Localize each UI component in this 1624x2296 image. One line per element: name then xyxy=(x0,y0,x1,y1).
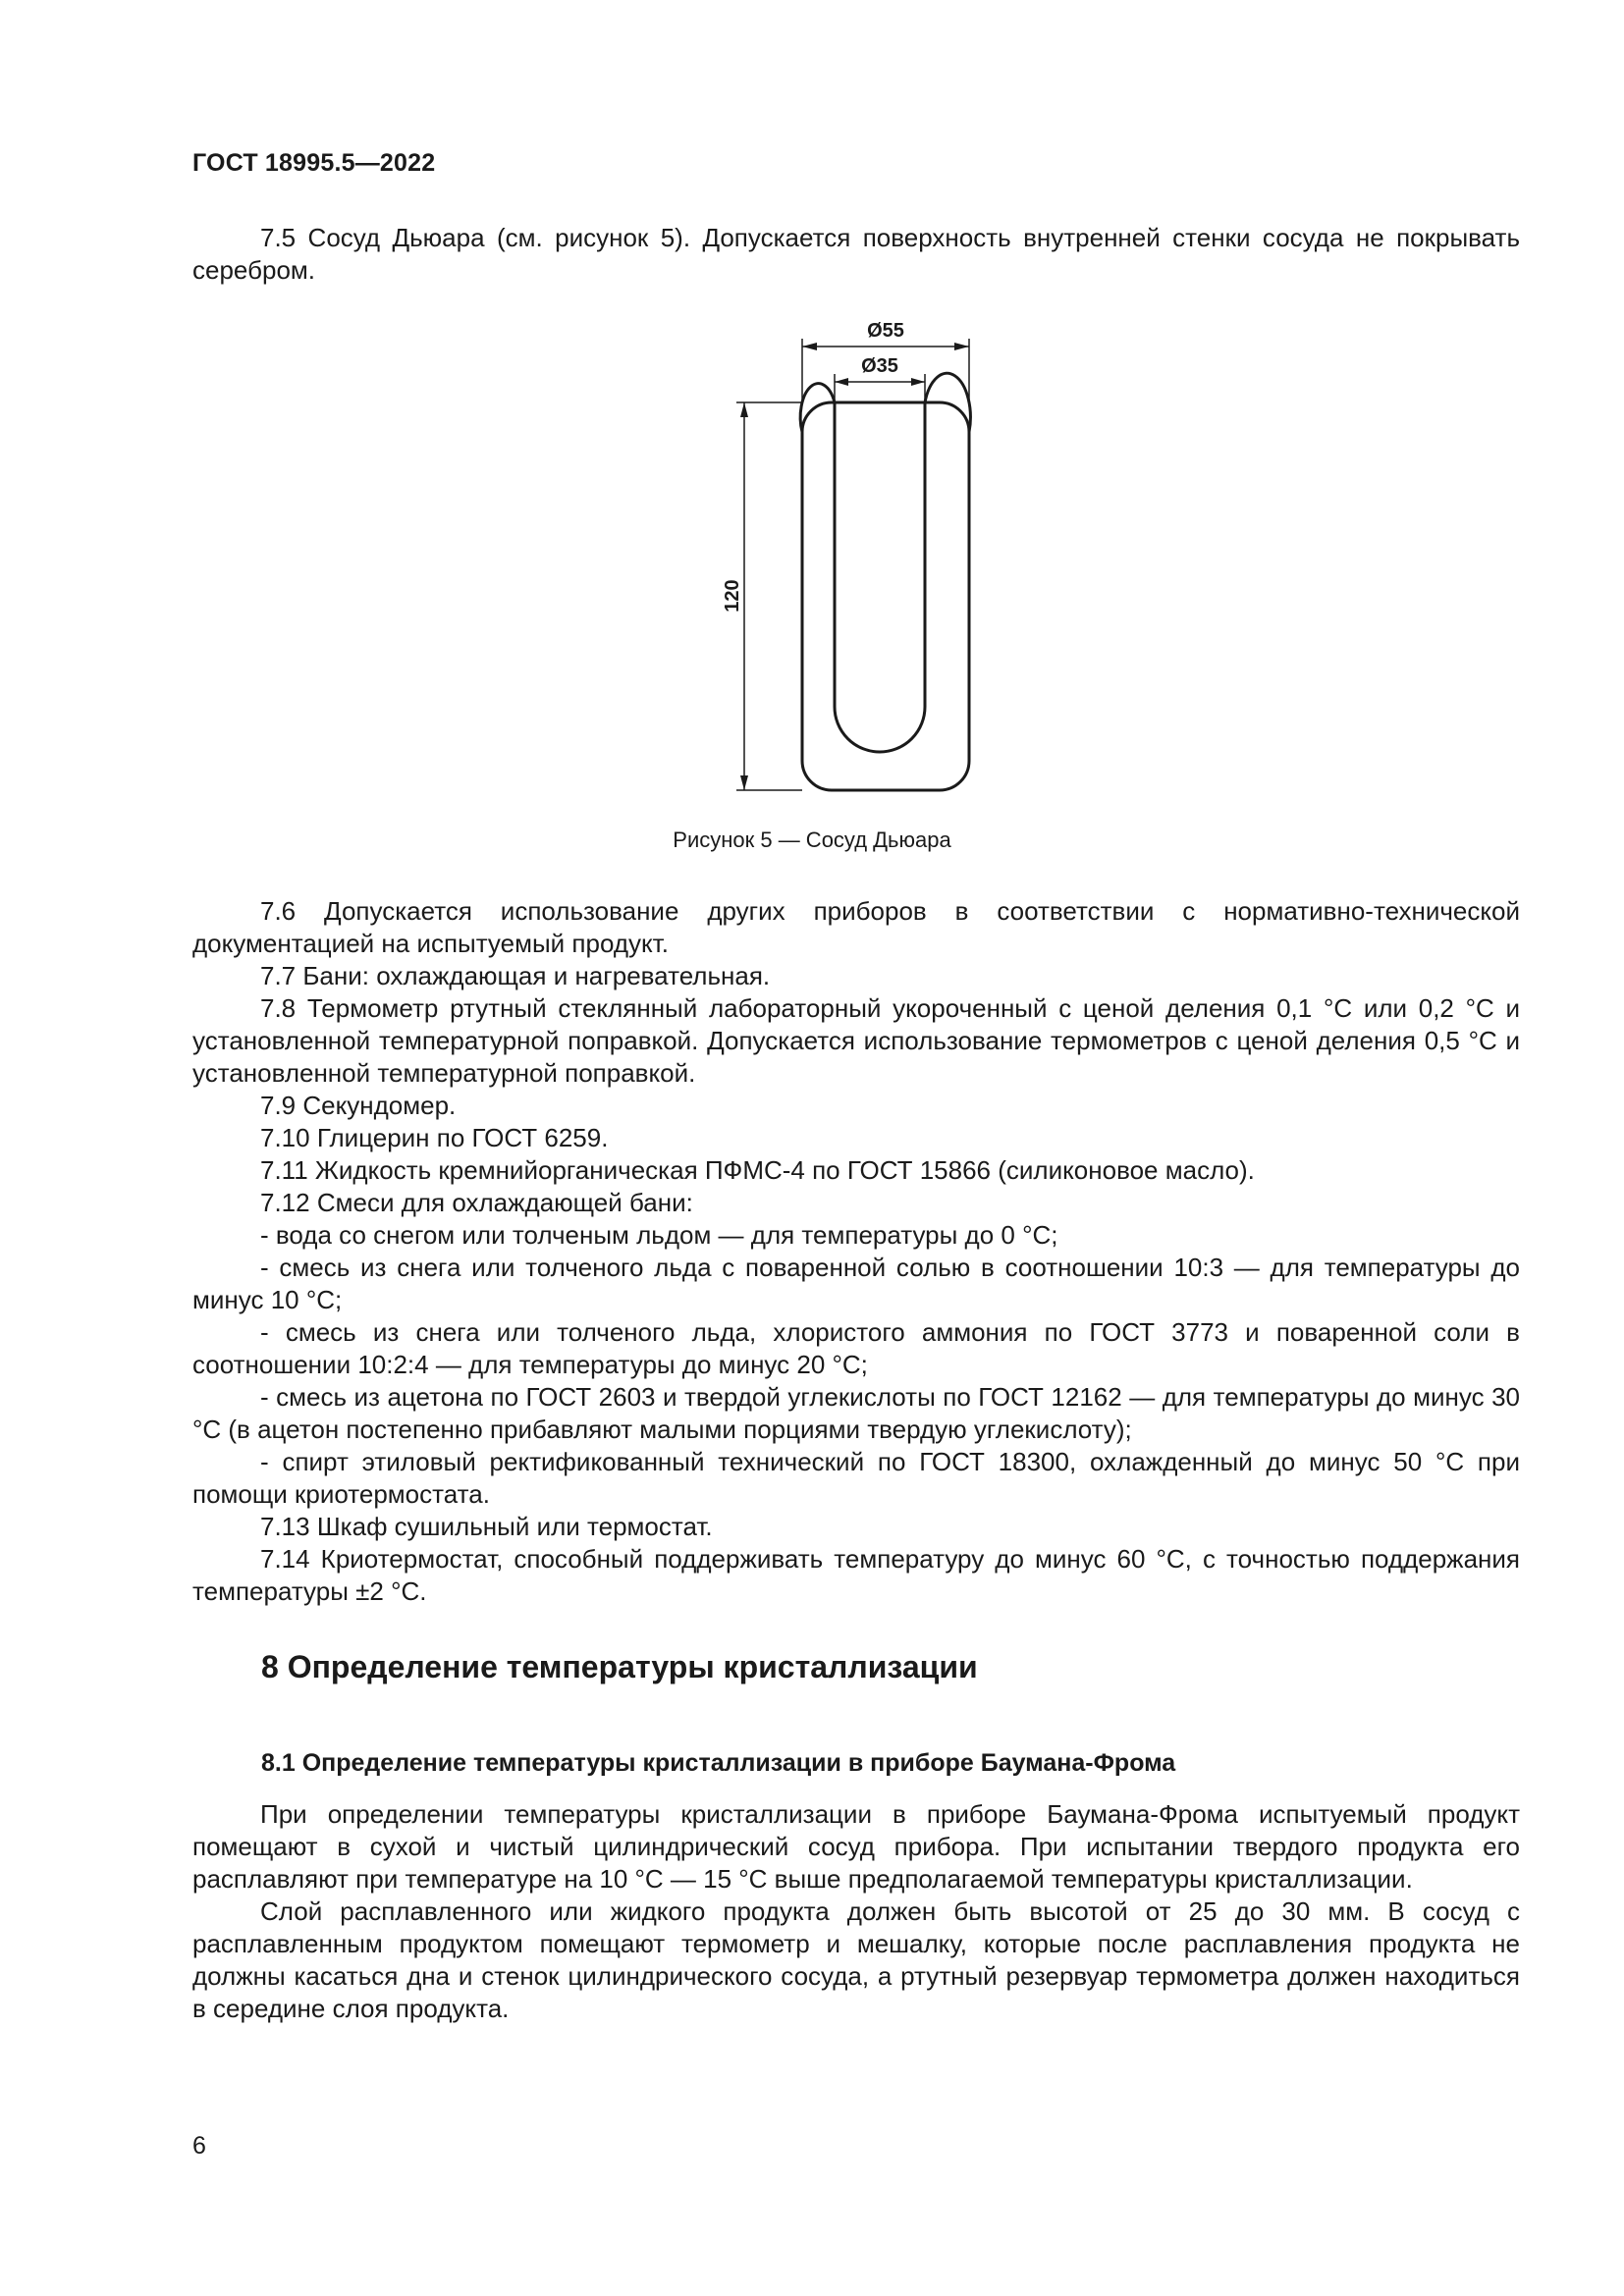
page-number: 6 xyxy=(192,2132,206,2160)
list-paragraph: 7.13 Шкаф сушильный или термостат. xyxy=(260,1512,713,1541)
list-paragraph: 7.11 Жидкость кремнийорганическая ПФМС-4 по ГОСТ 15866 (силиконовое масло). xyxy=(260,1155,1255,1185)
paragraph-7-5-block xyxy=(192,222,1520,287)
list-paragraph: - смесь из ацетона по ГОСТ 2603 и твердой углекислоты по ГОСТ 12162 — для температуры до минус 30 °С (в ацетон постепенно прибавляют малыми порциями твердую углекислоту); xyxy=(192,1382,1520,1444)
height-dim-arrow-bottom xyxy=(740,775,748,790)
list-paragraph: 7.12 Смеси для охлаждающей бани: xyxy=(260,1188,693,1217)
section-8-1-paragraph: При определении температуры кристаллизации в приборе Баумана-Фрома испытуемый продукт помещают в сухой и чистый цилиндрический сосуд прибора. При испытании твердого продукта его расплавляют при температуре на 10 °С — 15 °С выше предполагаемой температуры кристаллизации. xyxy=(192,1799,1520,1894)
list-paragraph: 7.9 Секундомер. xyxy=(260,1091,457,1120)
inner-dim-arrow-right xyxy=(911,378,925,386)
section-8-title: 8 Определение температуры кристаллизации xyxy=(261,1649,978,1684)
inner-dim-arrow-left xyxy=(835,378,848,386)
outer-dim-arrow-left xyxy=(802,343,817,350)
figure-caption: Рисунок 5 — Сосуд Дьюара xyxy=(673,828,951,852)
outer-wall-shape xyxy=(802,402,969,790)
height-dim-arrow-top xyxy=(740,402,748,417)
document-header: ГОСТ 18995.5—2022 xyxy=(192,149,436,177)
dewar-vessel-drawing xyxy=(722,309,982,810)
equipment-list-block xyxy=(192,895,1520,1608)
list-paragraph: 7.10 Глицерин по ГОСТ 6259. xyxy=(260,1123,609,1152)
section-8-1-paragraph: Слой расплавленного или жидкого продукта должен быть высотой от 25 до 30 мм. В сосуд с расплавленным продуктом помещают термометр и мешалку, которые после расплавления продукта не должны касаться дна и стенок цилиндрического сосуда, а ртутный резервуар термометра должен находиться в середине слоя продукта. xyxy=(192,1896,1520,2023)
paragraph-7-5: 7.5 Сосуд Дьюара (см. рисунок 5). Допускается поверхность внутренней стенки сосуда не покрывать серебром. xyxy=(192,223,1520,285)
inner-diameter-label: Ø35 xyxy=(861,355,898,377)
list-paragraph: 7.14 Криотермостат, способный поддерживать температуру до минус 60 °С, с точностью поддержания температуры ±2 °С. xyxy=(192,1544,1520,1606)
list-paragraph: - смесь из снега или толченого льда с поваренной солью в соотношении 10:3 — для температуры до минус 10 °С; xyxy=(192,1253,1520,1314)
list-paragraph: 7.7 Бани: охлаждающая и нагревательная. xyxy=(260,961,771,990)
outer-diameter-label: Ø55 xyxy=(867,320,904,342)
list-paragraph: 7.8 Термометр ртутный стеклянный лабораторный укороченный с ценой деления 0,1 °С или 0,2 °С и установленной температурной поправкой. Допускается использование термометров с ценой деления 0,5 °С и установленной температурной поправкой. xyxy=(192,993,1520,1088)
list-paragraph: - спирт этиловый ректификованный технический по ГОСТ 18300, охлажденный до минус 50 °С при помощи криотермостата. xyxy=(192,1447,1520,1509)
list-paragraph: 7.6 Допускается использование других приборов в соответствии с нормативно-технической документацией на испытуемый продукт. xyxy=(192,896,1520,958)
dewar-vessel-figure xyxy=(722,309,982,810)
inner-wall-shape xyxy=(835,402,925,752)
list-paragraph: - вода со снегом или толченым льдом — для температуры до 0 °С; xyxy=(260,1220,1058,1250)
outer-dim-arrow-right xyxy=(954,343,969,350)
list-paragraph: - смесь из снега или толченого льда, хлористого аммония по ГОСТ 3773 и поваренной соли в соотношении 10:2:4 — для температуры до минус 20 °С; xyxy=(192,1317,1520,1379)
height-label: 120 xyxy=(722,579,743,613)
section-8-1-body xyxy=(192,1798,1520,2025)
subsection-8-1-title: 8.1 Определение температуры кристаллизации в приборе Баумана-Фрома xyxy=(261,1749,1176,1777)
